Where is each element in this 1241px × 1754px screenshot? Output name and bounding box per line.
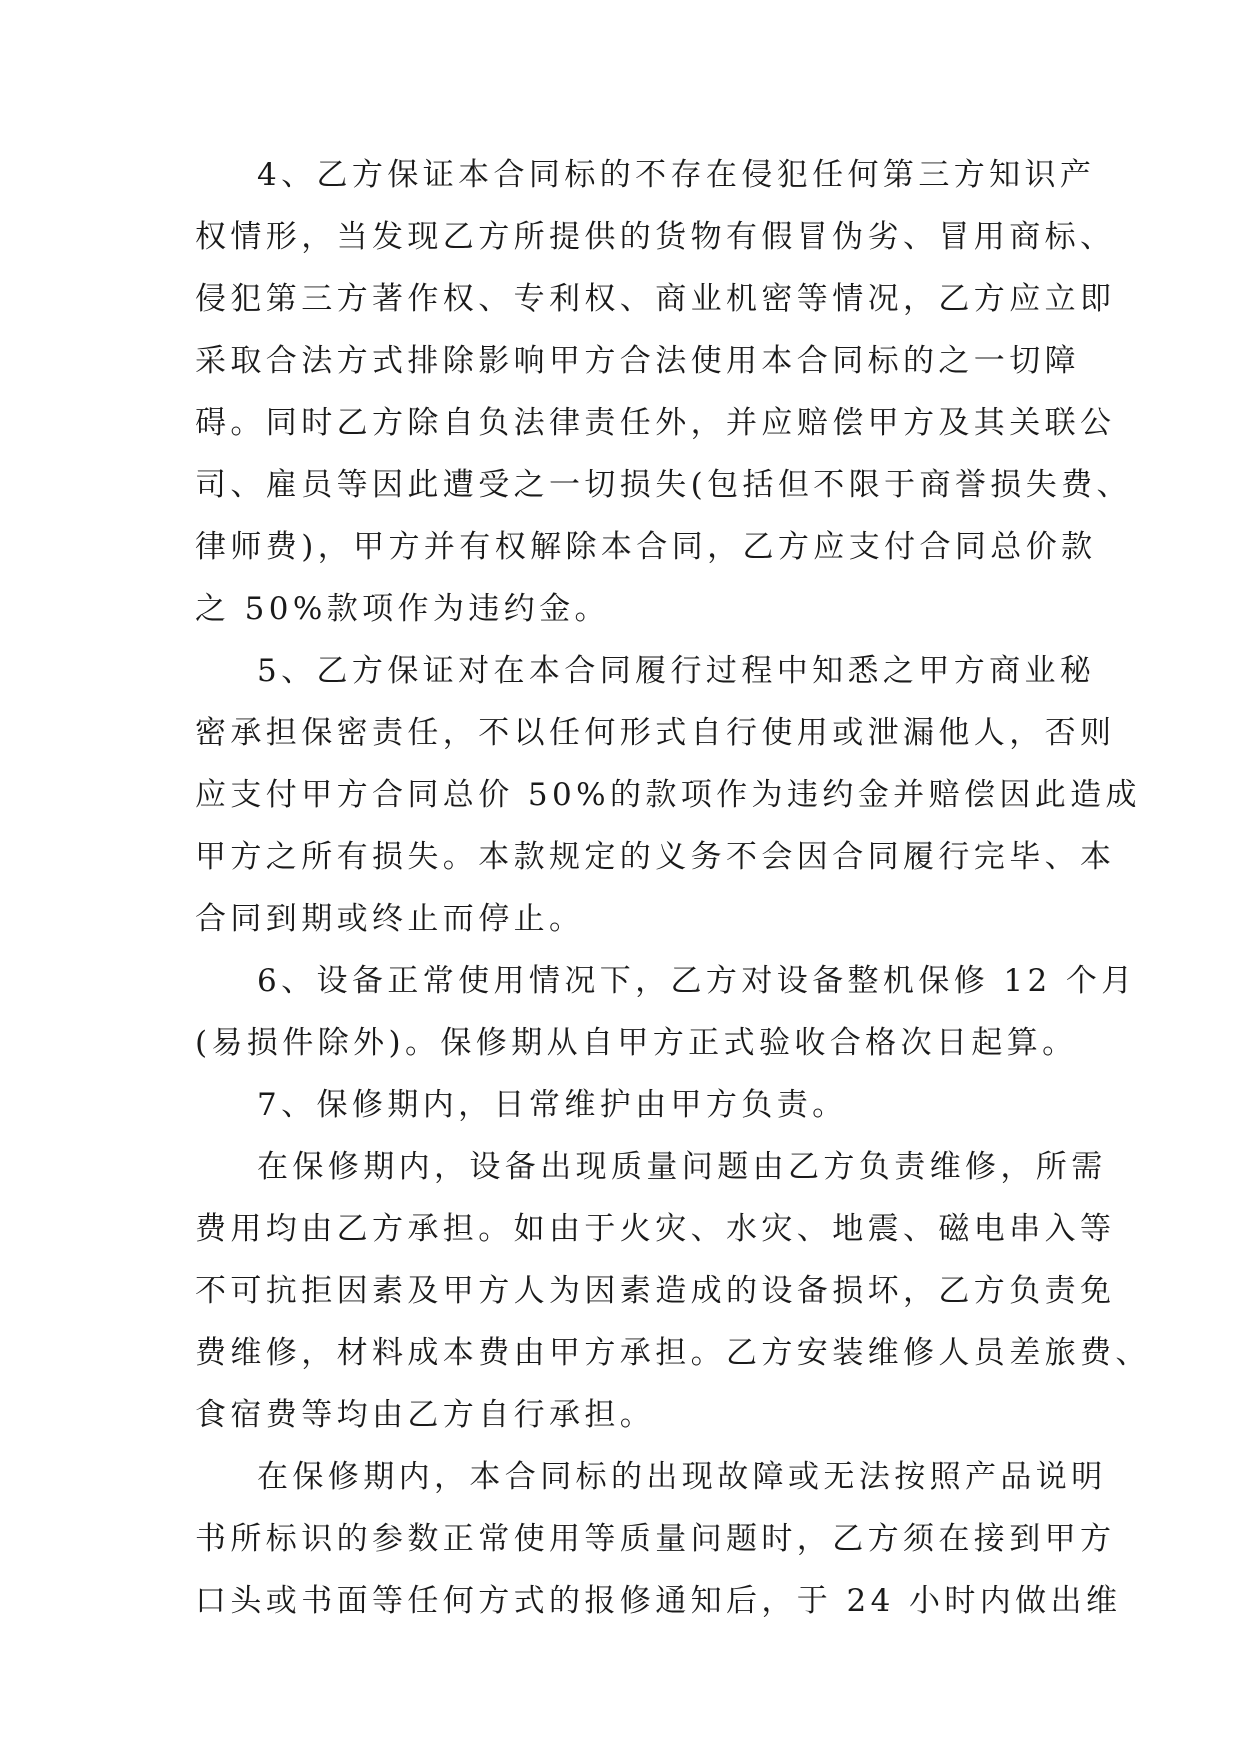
- text-line: 费维修，材料成本费由甲方承担。乙方安装维修人员差旅费、: [195, 1335, 1151, 1371]
- text-line: 费用均由乙方承担。如由于火灾、水灾、地震、磁电串入等: [195, 1211, 1116, 1247]
- text-line: 律师费)，甲方并有权解除本合同，乙方应支付合同总价款: [195, 529, 1097, 565]
- text-line: 应支付甲方合同总价 50%的款项作为违约金并赔偿因此造成: [195, 777, 1141, 813]
- text-line: 5、乙方保证对在本合同履行过程中知悉之甲方商业秘: [257, 653, 1096, 689]
- text-line: 6、设备正常使用情况下，乙方对设备整机保修 12 个月: [257, 963, 1137, 999]
- text-line: 之 50%款项作为违约金。: [195, 591, 610, 627]
- text-line: 侵犯第三方著作权、专利权、商业机密等情况，乙方应立即: [195, 281, 1116, 317]
- text-line: 碍。同时乙方除自负法律责任外，并应赔偿甲方及其关联公: [195, 405, 1116, 441]
- text-line: 权情形，当发现乙方所提供的货物有假冒伪劣、冒用商标、: [195, 219, 1116, 255]
- text-line: 司、雇员等因此遭受之一切损失(包括但不限于商誉损失费、: [195, 467, 1132, 503]
- text-line: 不可抗拒因素及甲方人为因素造成的设备损坏，乙方负责免: [195, 1273, 1116, 1309]
- text-line: 4、乙方保证本合同标的不存在侵犯任何第三方知识产: [257, 157, 1096, 193]
- text-line: 采取合法方式排除影响甲方合法使用本合同标的之一切障: [195, 343, 1080, 379]
- text-line: 7、保修期内，日常维护由甲方负责。: [257, 1087, 848, 1123]
- text-line: 食宿费等均由乙方自行承担。: [195, 1397, 656, 1433]
- text-line: 甲方之所有损失。本款规定的义务不会因合同履行完毕、本: [195, 839, 1116, 875]
- text-line: (易损件除外)。保修期从自甲方正式验收合格次日起算。: [195, 1025, 1078, 1061]
- text-line: 在保修期内，设备出现质量问题由乙方负责维修，所需: [257, 1149, 1107, 1185]
- text-line: 合同到期或终止而停止。: [195, 901, 585, 937]
- text-line: 在保修期内，本合同标的出现故障或无法按照产品说明: [257, 1459, 1107, 1495]
- text-line: 口头或书面等任何方式的报修通知后，于 24 小时内做出维: [195, 1583, 1122, 1619]
- text-line: 书所标识的参数正常使用等质量问题时，乙方须在接到甲方: [195, 1521, 1116, 1557]
- text-line: 密承担保密责任，不以任何形式自行使用或泄漏他人，否则: [195, 715, 1116, 751]
